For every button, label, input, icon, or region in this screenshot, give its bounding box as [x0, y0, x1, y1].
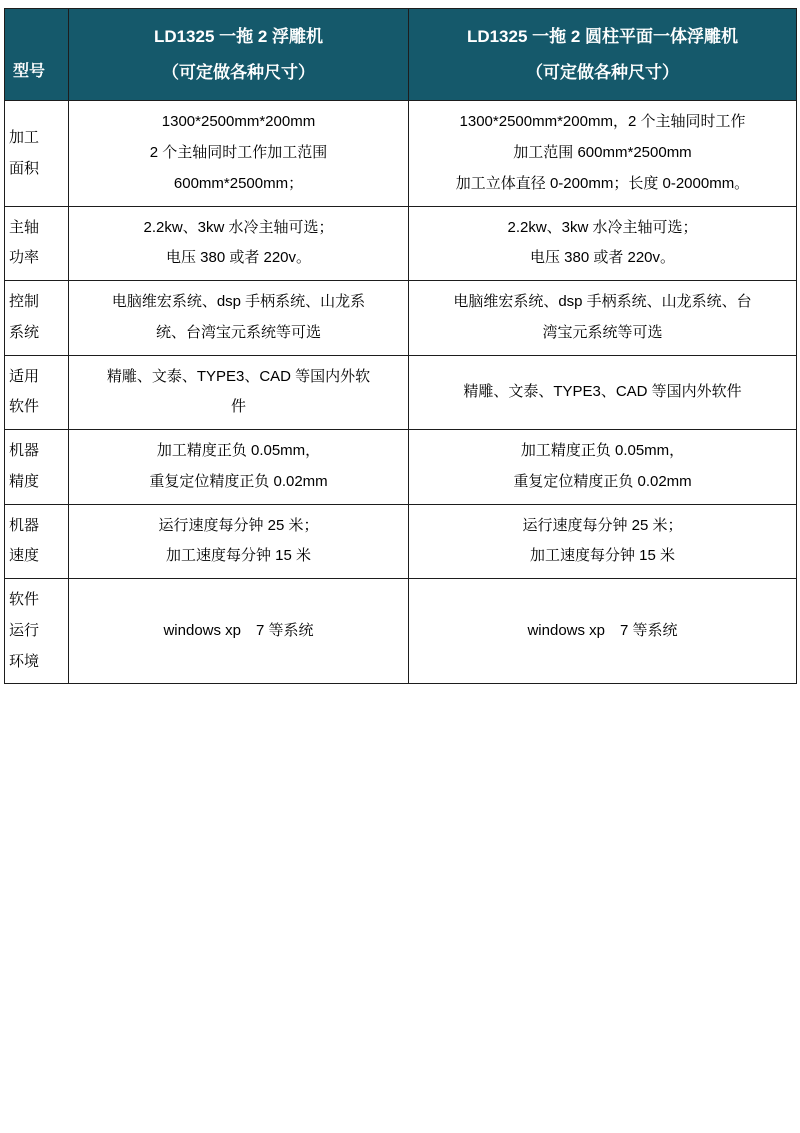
- row-5-col-1: 运行速度每分钟 25 米； 加工速度每分钟 15 米: [69, 504, 409, 579]
- header-column-1-subtitle: （可定做各种尺寸）: [162, 62, 315, 82]
- table-row: [5, 430, 797, 505]
- row-label-spindle-power: 主轴 功率: [5, 206, 69, 281]
- row-label-machine-speed: 机器 速度: [5, 504, 69, 579]
- row-6-col-1: windows xp 7 等系统: [69, 579, 409, 684]
- header-column-1-title: LD1325 一拖 2 浮雕机: [153, 27, 324, 46]
- row-6-col-2: windows xp 7 等系统: [409, 579, 797, 684]
- row-label-machine-accuracy: 机器 精度: [5, 430, 69, 505]
- header-column-1: [69, 9, 409, 101]
- row-3-col-1: 精雕、文泰、TYPE3、CAD 等国内外软 件: [69, 355, 409, 430]
- row-0-col-1: 1300*2500mm*200mm 2 个主轴同时工作加工范围 600mm*2500mm；: [69, 101, 409, 206]
- header-column-2: [409, 9, 797, 101]
- header-column-2-subtitle: （可定做各种尺寸）: [526, 62, 679, 82]
- row-4-col-2: 加工精度正负 0.05mm， 重复定位精度正负 0.02mm: [409, 430, 797, 505]
- table-row: [5, 579, 797, 684]
- header-model-label: 型号: [5, 9, 69, 101]
- row-3-col-2: 精雕、文泰、TYPE3、CAD 等国内外软件: [409, 355, 797, 430]
- table-row: [5, 206, 797, 281]
- row-label-software: 适用 软件: [5, 355, 69, 430]
- table-row: [5, 101, 797, 206]
- row-label-control-system: 控制 系统: [5, 281, 69, 356]
- table-header-row: [5, 9, 797, 101]
- row-1-col-1: 2.2kw、3kw 水冷主轴可选； 电压 380 或者 220v。: [69, 206, 409, 281]
- row-label-software-environment: 软件 运行 环境: [5, 579, 69, 684]
- specification-table: [4, 8, 797, 684]
- table-row: [5, 281, 797, 356]
- row-5-col-2: 运行速度每分钟 25 米； 加工速度每分钟 15 米: [409, 504, 797, 579]
- header-column-2-title: LD1325 一拖 2 圆柱平面一体浮雕机: [466, 27, 739, 46]
- row-1-col-2: 2.2kw、3kw 水冷主轴可选； 电压 380 或者 220v。: [409, 206, 797, 281]
- table-row: [5, 504, 797, 579]
- row-0-col-2: 1300*2500mm*200mm，2 个主轴同时工作 加工范围 600mm*2500mm 加工立体直径 0-200mm；长度 0-2000mm。: [409, 101, 797, 206]
- row-label-processing-area: 加工 面积: [5, 101, 69, 206]
- row-4-col-1: 加工精度正负 0.05mm， 重复定位精度正负 0.02mm: [69, 430, 409, 505]
- row-2-col-1: 电脑维宏系统、dsp 手柄系统、山龙系 统、台湾宝元系统等可选: [69, 281, 409, 356]
- table-row: [5, 355, 797, 430]
- row-2-col-2: 电脑维宏系统、dsp 手柄系统、山龙系统、台 湾宝元系统等可选: [409, 281, 797, 356]
